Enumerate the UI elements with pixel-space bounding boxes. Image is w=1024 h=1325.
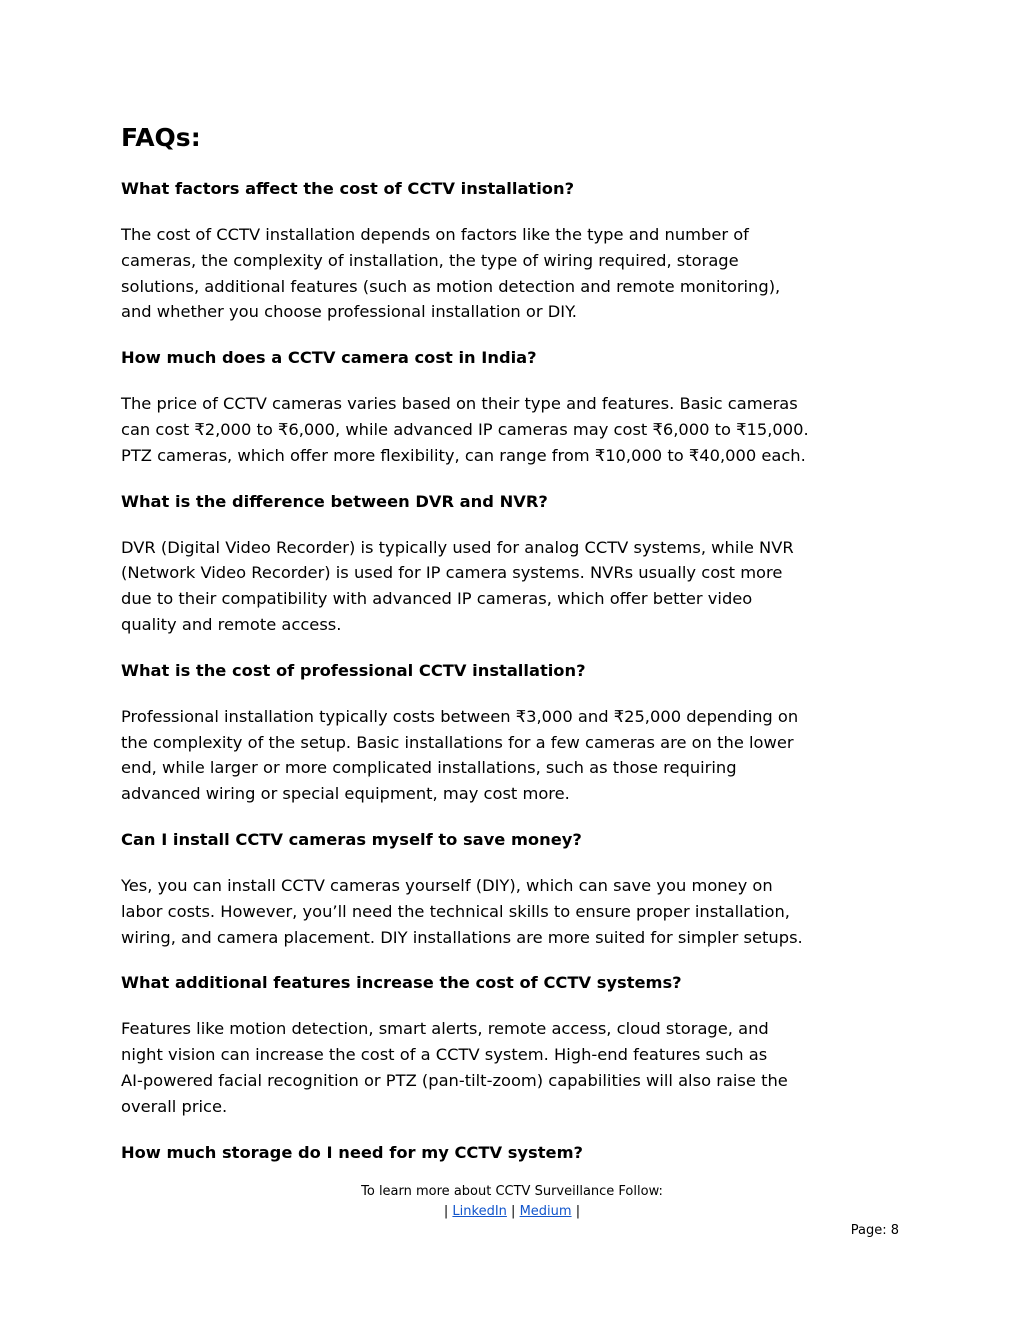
faq-item xyxy=(121,970,921,1119)
page-number: Page: 8 xyxy=(850,1223,899,1238)
footer-separator: | xyxy=(443,1204,449,1219)
footer-separator: | xyxy=(575,1204,581,1219)
answer-line: can cost ₹2,000 to ₹6,000, while advanced IP cameras may cost ₹6,000 to ₹15,000. xyxy=(121,419,809,439)
answer-line: the complexity of the setup. Basic installations for a few cameras are on the lower xyxy=(121,732,794,752)
faq-item xyxy=(121,489,921,638)
faq-question: How much does a CCTV camera cost in India? xyxy=(121,348,537,368)
answer-line: due to their compatibility with advanced IP cameras, which offer better video xyxy=(121,589,753,609)
answer-line: advanced wiring or special equipment, may cost more. xyxy=(121,784,570,804)
answer-line: cameras, the complexity of installation, the type of wiring required, storage xyxy=(121,250,739,270)
faq-answer xyxy=(121,873,921,950)
answer-line: wiring, and camera placement. DIY installations are more suited for simpler setups. xyxy=(121,927,803,947)
faq-question: What is the difference between DVR and NVR? xyxy=(121,491,548,511)
answer-line: (Network Video Recorder) is used for IP camera systems. NVRs usually cost more xyxy=(121,563,783,583)
answer-line: labor costs. However, you’ll need the technical skills to ensure proper installation, xyxy=(121,901,790,921)
answer-line: DVR (Digital Video Recorder) is typically used for analog CCTV systems, while NVR xyxy=(121,537,794,557)
medium-link[interactable]: Medium xyxy=(519,1204,572,1219)
faq-question: What is the cost of professional CCTV installation? xyxy=(121,660,586,680)
answer-line: Features like motion detection, smart alerts, remote access, cloud storage, and xyxy=(121,1019,769,1039)
faq-question: What factors affect the cost of CCTV installation? xyxy=(121,179,575,198)
faq-item xyxy=(121,345,921,468)
answer-line: AI-powered facial recognition or PTZ (pan-tilt-zoom) capabilities will also raise the xyxy=(121,1070,788,1090)
footer-intro: To learn more about CCTV Surveillance Follow: xyxy=(361,1184,663,1199)
page-footer xyxy=(0,1182,1024,1222)
faq-item xyxy=(121,176,921,325)
faq-question: How much storage do I need for my CCTV system? xyxy=(121,1142,583,1162)
answer-line: night vision can increase the cost of a CCTV system. High-end features such as xyxy=(121,1045,768,1065)
faq-answer xyxy=(121,1016,921,1119)
footer-separator: | xyxy=(511,1204,516,1219)
answer-line: solutions, additional features (such as motion detection and remote monitoring), xyxy=(121,276,781,296)
faq-answer xyxy=(121,391,921,468)
answer-line: PTZ cameras, which offer more flexibility, can range from ₹10,000 to ₹40,000 each. xyxy=(121,445,806,465)
answer-line: Yes, you can install CCTV cameras yourself (DIY), which can save you money on xyxy=(121,875,773,895)
faq-question: What additional features increase the cost of CCTV systems? xyxy=(121,973,682,993)
faq-item xyxy=(121,827,921,950)
answer-line: and whether you choose professional installation or DIY. xyxy=(121,302,577,322)
faq-answer xyxy=(121,535,921,638)
answer-line: overall price. xyxy=(121,1096,228,1116)
answer-line: The cost of CCTV installation depends on factors like the type and number of xyxy=(121,225,749,244)
answer-line: The price of CCTV cameras varies based on their type and features. Basic cameras xyxy=(121,394,798,414)
footer-links xyxy=(0,1202,1024,1222)
answer-line: end, while larger or more complicated installations, such as those requiring xyxy=(121,758,737,778)
faq-list xyxy=(121,170,921,1186)
faq-answer xyxy=(121,222,921,325)
faq-question: Can I install CCTV cameras myself to save money? xyxy=(121,829,582,849)
linkedin-link[interactable]: LinkedIn xyxy=(452,1204,507,1219)
faq-answer xyxy=(121,704,921,807)
answer-line: quality and remote access. xyxy=(121,614,342,634)
answer-line: Professional installation typically costs between ₹3,000 and ₹25,000 depending on xyxy=(121,706,799,726)
faq-item xyxy=(121,658,921,807)
page-title: FAQs: xyxy=(121,123,201,152)
faq-item xyxy=(121,1140,921,1166)
